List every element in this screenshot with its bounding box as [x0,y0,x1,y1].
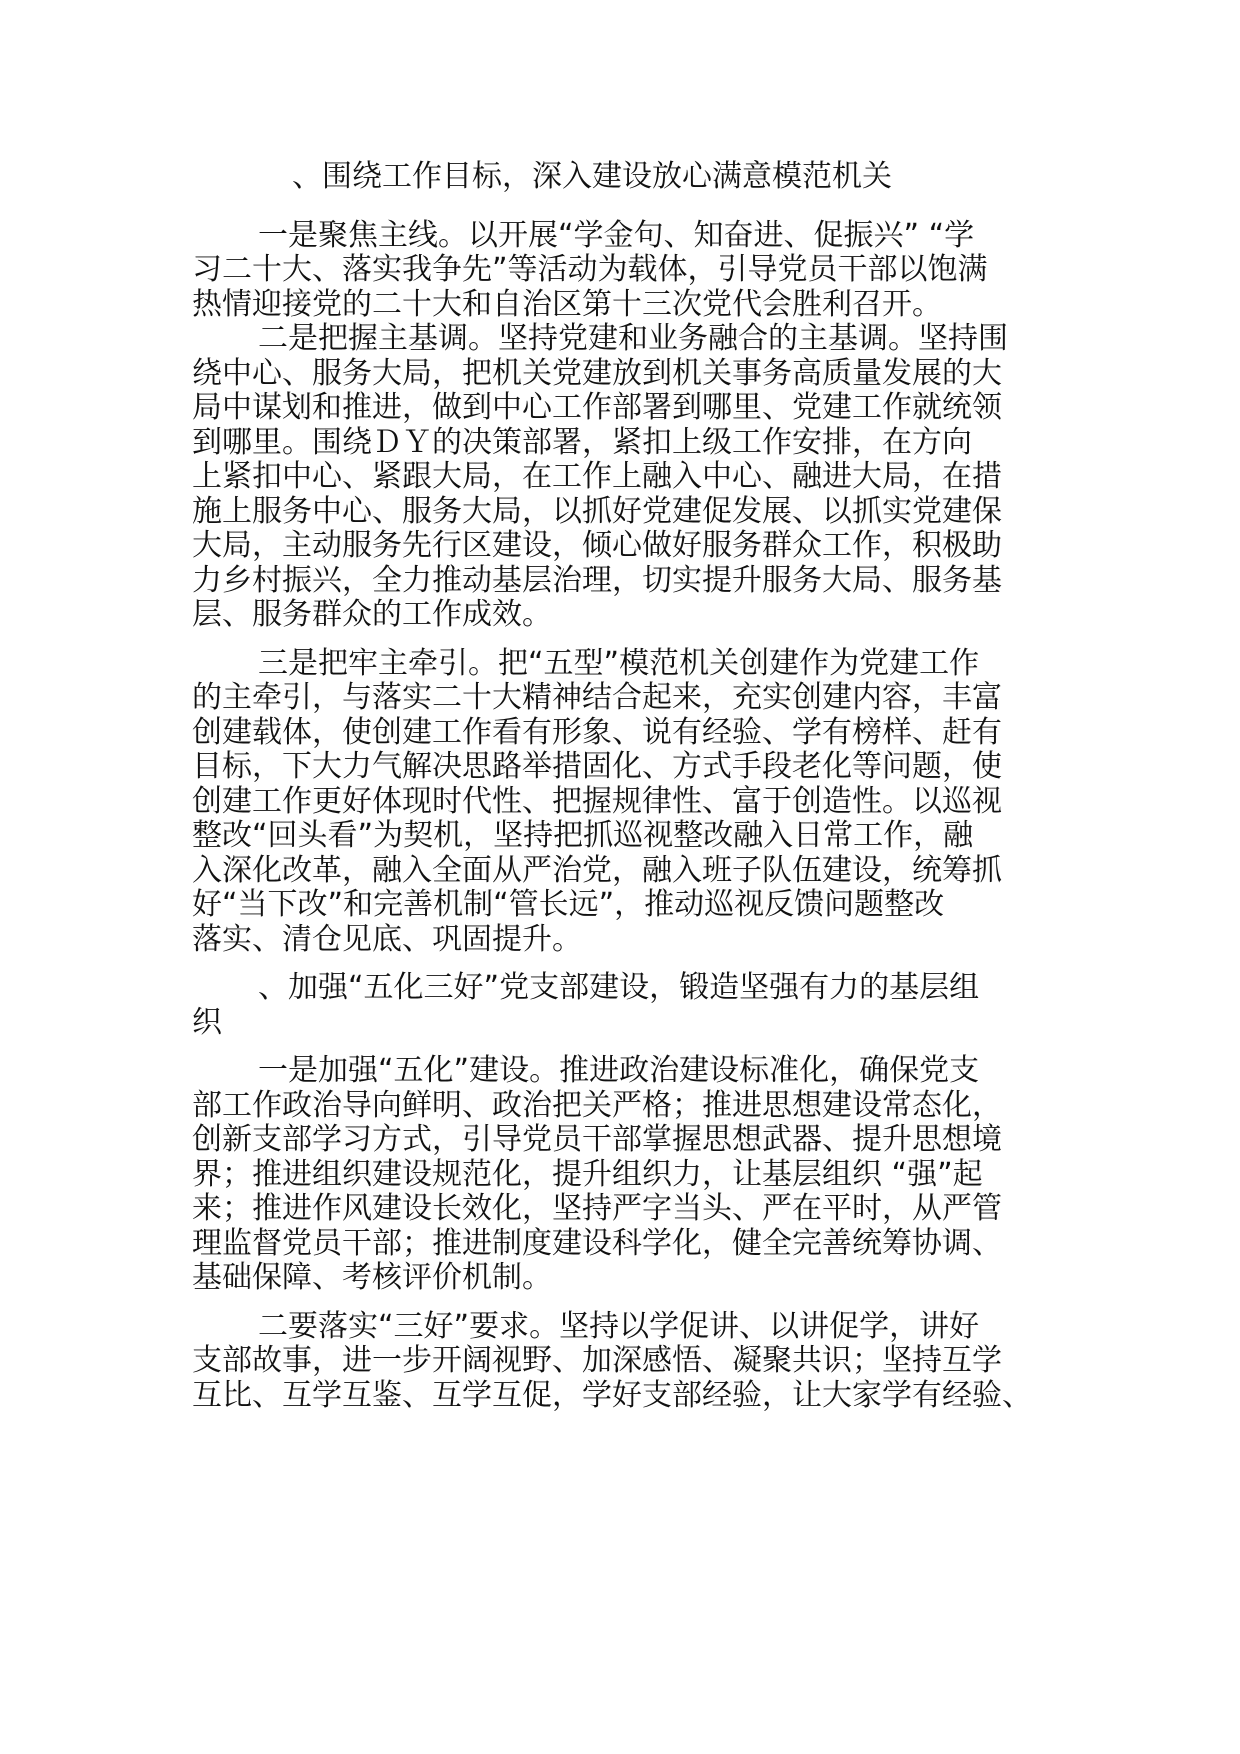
paragraph-line: 层、服务群众的工作成效。 [192,597,552,632]
paragraph-line: 二要落实“三好”要求。坚持以学促讲、以讲促学，讲好 [258,1308,980,1344]
paragraph-line: 创新支部学习方式，引导党员干部掌握思想武器、提升思想境 [192,1122,1002,1157]
paragraph-line: 落实、清仓见底、巩固提升。 [192,921,582,957]
paragraph-line: 局中谋划和推进，做到中心工作部署到哪里、党建工作就统领 [192,390,1002,425]
paragraph-line: 大局，主动服务先行区建设，倾心做好服务群众工作，积极助 [192,528,1002,563]
paragraph-line: 施上服务中心、服务大局，以抓好党建促发展、以抓实党建保 [192,493,1002,529]
paragraph-line: 到哪里。围绕ＤＹ的决策部署，紧扣上级工作安排，在方向 [192,424,972,460]
paragraph-line: 一是加强“五化”建设。推进政治建设标准化，确保党支 [258,1053,980,1088]
paragraph-line: 整改“回头看”为契机，坚持把抓巡视整改融入日常工作，融 [192,818,974,853]
paragraph-line: 支部故事，进一步开阔视野、加深感悟、凝聚共识；坚持互学 [192,1343,1002,1378]
heading-line: 织 [192,1004,222,1040]
paragraph-line: 好“当下改”和完善机制“管长远”，推动巡视反馈问题整改 [192,887,945,922]
paragraph-line: 部工作政治导向鲜明、政治把关严格；推进思想建设常态化， [192,1087,1002,1123]
paragraph-line: 创建工作更好体现时代性、把握规律性、富于创造性。以巡视 [192,783,1002,819]
section-heading-2 [192,971,1052,1040]
paragraph-line: 界；推进组织建设规范化，提升组织力，让基层组织 “强”起 [192,1156,983,1192]
paragraph-line: 热情迎接党的二十大和自治区第十三次党代会胜利召开。 [192,286,942,322]
paragraph-line: 基础保障、考核评价机制。 [192,1260,552,1295]
paragraph-line: 目标，下大力气解决思路举措固化、方式手段老化等问题，使 [192,749,1002,784]
paragraph-line: 力乡村振兴，全力推动基层治理，切实提升服务大局、服务基 [192,562,1002,598]
paragraph-line: 绕中心、服务大局，把机关党建放到机关事务高质量发展的大 [192,355,1002,391]
section-heading-1: 、围绕工作目标，深入建设放心满意模范机关 [292,159,892,194]
paragraph-2 [192,322,1052,633]
paragraph-line: 一是聚焦主线。以开展“学金句、知奋进、促振兴” “学 [258,217,975,253]
paragraph-line: 上紧扣中心、紧跟大局，在工作上融入中心、融进大局，在措 [192,459,1002,494]
paragraph-line: 来；推进作风建设长效化，坚持严字当头、严在平时，从严管 [192,1191,1002,1226]
paragraph-line: 理监督党员干部；推进制度建设科学化，健全完善统筹协调、 [192,1225,1002,1261]
paragraph-line: 入深化改革，融入全面从严治党，融入班子队伍建设，统筹抓 [192,852,1002,888]
paragraph-line: 二是把握主基调。坚持党建和业务融合的主基调。坚持围 [258,321,1008,356]
heading-line: 、加强“五化三好”党支部建设，锻造坚强有力的基层组 [258,970,980,1005]
paragraph-line: 的主牵引，与落实二十大精神结合起来，充实创建内容，丰富 [192,680,1002,715]
paragraph-line: 互比、互学互鉴、互学互促，学好支部经验，让大家学有经验、 [192,1377,1032,1413]
paragraph-4 [192,1054,1052,1296]
paragraph-1 [192,219,1052,323]
paragraph-3 [192,647,1052,958]
paragraph-line: 三是把牢主牵引。把“五型”模范机关创建作为党建工作 [258,645,980,681]
paragraph-line: 习二十大、落实我争先”等活动为载体，引导党员干部以饱满 [192,252,988,287]
paragraph-line: 创建载体，使创建工作看有形象、说有经验、学有榜样、赶有 [192,714,1002,750]
document-body [192,160,1052,1413]
paragraph-5 [192,1310,1052,1414]
